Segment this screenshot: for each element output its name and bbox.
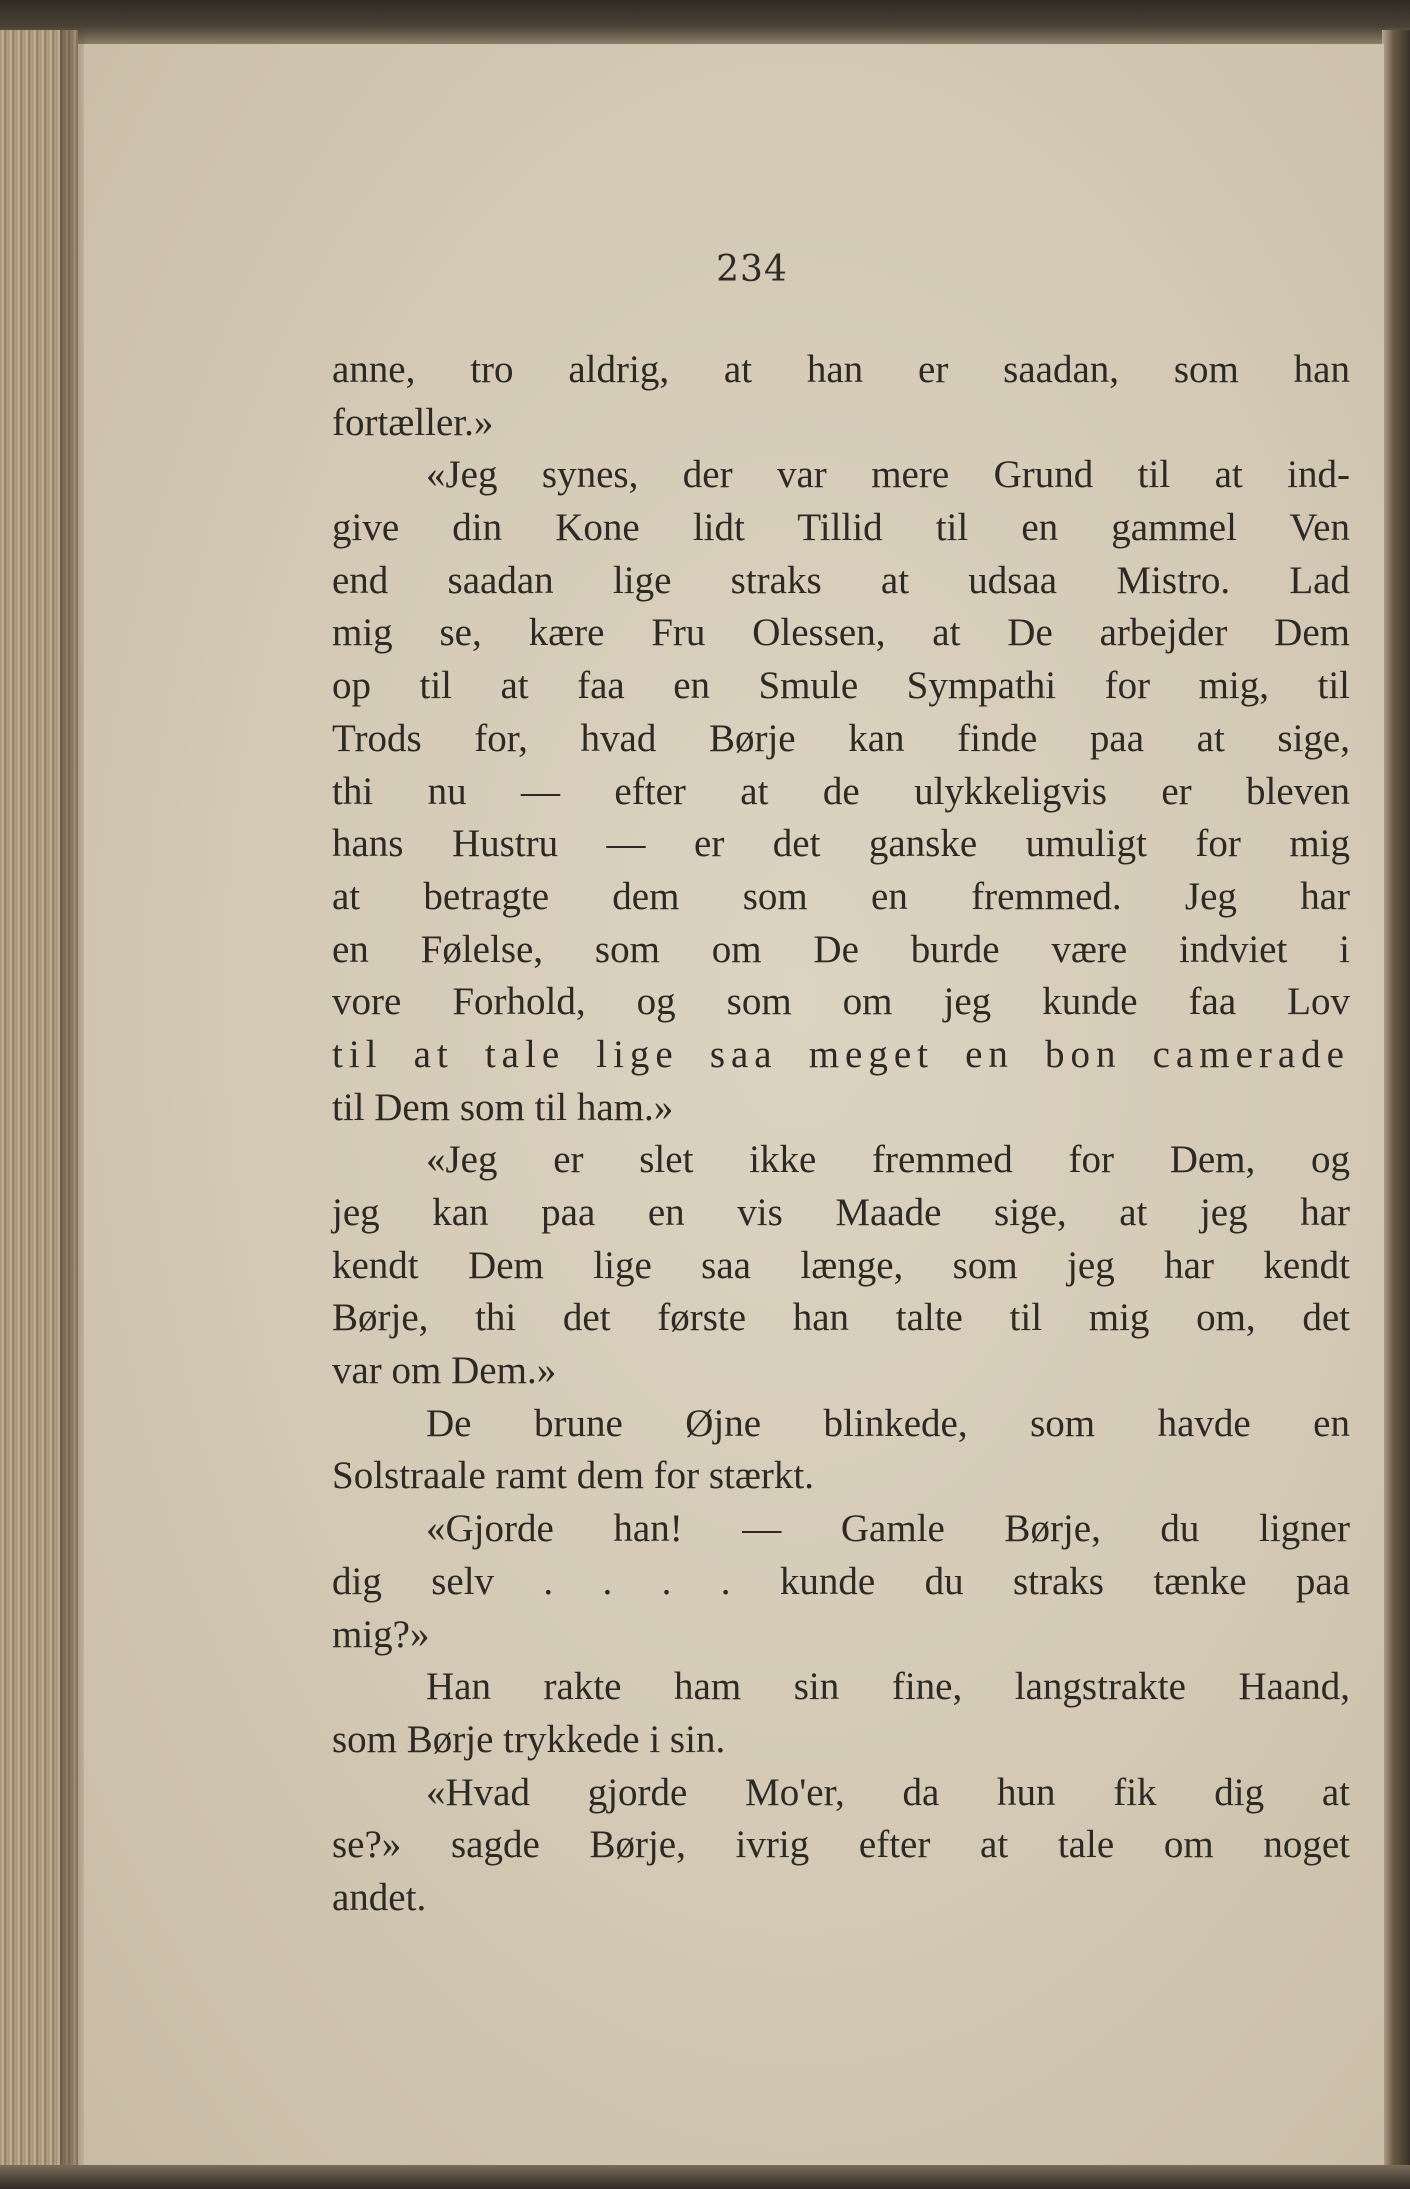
text-line: «Jeg er slet ikke fremmed for Dem, og [426,1138,1350,1182]
text-line: op til at faa en Smule Sympathi for mig, til [332,664,1350,708]
page-number: 234 [716,249,788,290]
text-line: Solstraale ramt dem for stærkt. [332,1454,814,1498]
text-line: give din Kone lidt Tillid til en gammel Ven [332,506,1350,550]
text-line: til at tale lige saa meget en bon camerade [332,1032,1350,1076]
bottom-edge-shadow [0,2165,1410,2189]
text-line: en Følelse, som om De burde være indviet i [332,927,1350,971]
text-line: thi nu — efter at de ulykkeligvis er bleven [332,769,1350,813]
text-line: andet. [332,1875,427,1919]
text-line: «Gjorde han! — Gamle Børje, du ligner [426,1507,1350,1551]
text-line: vore Forhold, og som om jeg kunde faa Lov [332,980,1350,1024]
text-line: «Jeg synes, der var mere Grund til at ind- [426,453,1350,497]
top-edge-shadow [0,0,1410,44]
text-line: hans Hustru — er det ganske umuligt for mig [332,822,1350,866]
text-line: mig se, kære Fru Olessen, at De arbejder Dem [332,611,1350,655]
text-line: Trods for, hvad Børje kan finde paa at sige, [332,716,1350,760]
text-line: Børje, thi det første han talte til mig om, det [332,1296,1350,1340]
text-line: se?» sagde Børje, ivrig efter at tale om noget [332,1823,1350,1867]
text-line: dig selv . . . . kunde du straks tænke paa [332,1559,1350,1603]
text-line: Han rakte ham sin fine, langstrakte Haand, [426,1665,1350,1709]
text-line: fortæller.» [332,400,494,444]
text-line: anne, tro aldrig, at han er saadan, som han [332,348,1350,391]
right-page-edge [1382,30,1410,2170]
text-line: end saadan lige straks at udsaa Mistro. Lad [332,558,1350,602]
text-line: «Hvad gjorde Mo'er, da hun fik dig at [426,1770,1350,1814]
text-line: De brune Øjne blinkede, som havde en [426,1401,1350,1445]
text-line: var om Dem.» [332,1349,557,1393]
text-line: jeg kan paa en vis Maade sige, at jeg har [332,1191,1350,1234]
text-line: til Dem som til ham.» [332,1085,674,1129]
text-line: som Børje trykkede i sin. [332,1717,726,1761]
page [84,44,1384,2165]
body-text [332,344,1350,1925]
text-line: mig?» [332,1612,430,1656]
text-line: at betragte dem som en fremmed. Jeg har [332,874,1350,918]
text-line: kendt Dem lige saa længe, som jeg har kendt [332,1243,1350,1287]
